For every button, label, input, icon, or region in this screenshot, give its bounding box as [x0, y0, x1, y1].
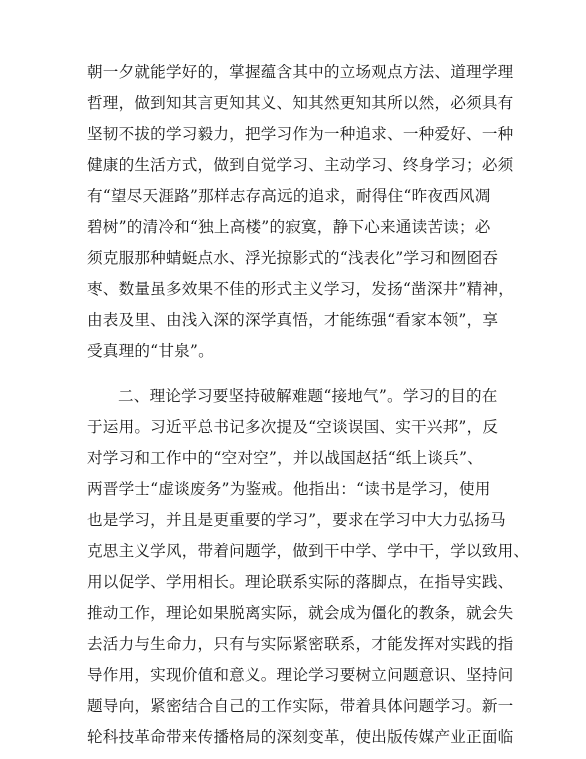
text-line: 哲理，做到知其言更知其义、知其然更知其所以然，必须具有: [87, 94, 514, 112]
paragraph-heading-line: 二、理论学习要坚持破解难题“接地气”。学习的目的在: [118, 387, 498, 405]
text-line: 题导向，紧密结合自己的工作实际，带着具体问题学习。新一: [87, 697, 514, 715]
text-line: 推动工作，理论如果脱离实际，就会成为僵化的教条，就会失: [87, 604, 514, 622]
text-line: 由表及里、由浅入深的深学真悟，才能练强“看家本领”，享: [87, 311, 499, 329]
text-line: 须克服那种蜻蜓点水、浮光掠影式的“浅表化”学习和囫囵吞: [87, 249, 499, 267]
text-line: 朝一夕就能学好的，掌握蕴含其中的立场观点方法、道理学理: [87, 63, 514, 81]
text-line: 坚韧不拔的学习毅力，把学习作为一种追求、一种爱好、一种: [87, 125, 514, 143]
text-line: 健康的生活方式，做到自觉学习、主动学习、终身学习；必须: [87, 156, 514, 174]
text-line: 枣、数量虽多效果不佳的形式主义学习，发扬“凿深井”精神，: [87, 280, 514, 298]
text-line: 克思主义学风，带着问题学，做到干中学、学中干，学以致用、: [87, 542, 530, 560]
text-line: 也是学习，并且是更重要的学习”，要求在学习中大力弘扬马: [87, 511, 506, 529]
text-line: 轮科技革命带来传播格局的深刻变革，使出版传媒产业正面临: [87, 728, 514, 746]
text-line: 去活力与生命力，只有与实际紧密联系，才能发挥对实践的指: [87, 635, 514, 653]
text-line: 有“望尽天涯路”那样志存高远的追求，耐得住“昨夜西风凋: [87, 187, 491, 205]
text-line: 受真理的“甘泉”。: [87, 342, 214, 360]
text-line: 对学习和工作中的“空对空”，并以战国赵括“纸上谈兵”、: [87, 449, 483, 467]
text-line: 导作用，实现价值和意义。理论学习要树立问题意识、坚持问: [87, 666, 514, 684]
text-line: 于运用。习近平总书记多次提及“空谈误国、实干兴邦”，反: [87, 418, 499, 436]
text-line: 用以促学、学用相长。理论联系实际的落脚点，在指导实践、: [87, 573, 514, 591]
text-line: 碧树”的清冷和“独上高楼”的寂寞，静下心来通读苦读；必: [87, 218, 491, 236]
text-line: 两晋学士“虚谈废务”为鉴戒。他指出：“读书是学习，使用: [87, 480, 491, 498]
